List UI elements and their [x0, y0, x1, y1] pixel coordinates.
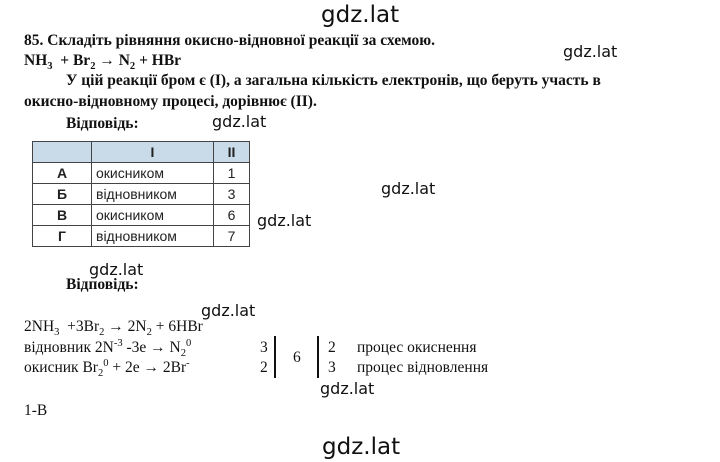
answer-label: Відповідь:: [66, 115, 139, 132]
half-reaction-reduction: окисник $Br_2^0 + 2e \to 2Br^-$: [24, 357, 190, 380]
electron-count-2: 2: [260, 359, 268, 376]
process-oxidation: процес окиснення: [357, 339, 477, 356]
table-header-cell: II: [214, 142, 250, 163]
option-role: відновником: [92, 184, 214, 205]
balanced-equation: $2NH_3 +3Br_2 \to 2N_2 + 6HBr$: [24, 318, 203, 339]
watermark: gdz.lat: [257, 211, 312, 230]
option-role: окисником: [92, 205, 214, 226]
watermark: gdz.lat: [381, 179, 436, 198]
option-role: окисником: [92, 163, 214, 184]
task-text-line-2: окисно-відновному процесі, дорівнює (II).: [24, 93, 317, 110]
option-count: 3: [214, 184, 250, 205]
option-letter: Б: [33, 184, 92, 205]
balance-divider: [274, 336, 276, 378]
reaction-scheme: $NH_3 + Br_2 \to N_2$ + HBr: [24, 52, 182, 73]
table-row: [33, 205, 250, 226]
coefficient-2: 3: [328, 359, 336, 376]
lcm-value: 6: [293, 349, 301, 366]
final-answer: 1-В: [24, 402, 48, 419]
task-text-line-1: У цій реакції бром є (I), а загальна кількість електронів, що беруть участь в: [66, 72, 601, 89]
answer-label-2: Відповідь:: [66, 276, 139, 293]
table-row: [33, 184, 250, 205]
table-header-cell: I: [92, 142, 214, 163]
watermark: gdz.lat: [212, 112, 267, 131]
task-title: 85. Складіть рівняння окисно-відновної реакції за схемою.: [24, 32, 435, 49]
watermark: gdz.lat: [322, 434, 401, 460]
coefficient-1: 2: [328, 339, 336, 356]
option-letter: Г: [33, 226, 92, 247]
table-row: [33, 226, 250, 247]
watermark: gdz.lat: [89, 260, 144, 279]
balance-divider: [317, 336, 319, 378]
option-count: 1: [214, 163, 250, 184]
electron-count-1: 3: [260, 339, 268, 356]
table-row: [33, 163, 250, 184]
option-letter: В: [33, 205, 92, 226]
table-header-row: [33, 142, 250, 163]
answer-table: [32, 141, 250, 247]
half-reaction-oxidation: відновник $2N^{-3}$ $-3e \to N_2^0$: [24, 337, 192, 360]
option-count: 6: [214, 205, 250, 226]
table-header-cell: [33, 142, 92, 163]
option-role: відновником: [92, 226, 214, 247]
process-reduction: процес відновлення: [357, 359, 489, 376]
watermark: gdz.lat: [563, 42, 618, 61]
watermark: gdz.lat: [321, 2, 400, 28]
watermark: gdz.lat: [201, 301, 256, 320]
option-letter: А: [33, 163, 92, 184]
watermark: gdz.lat: [320, 379, 375, 398]
option-count: 7: [214, 226, 250, 247]
